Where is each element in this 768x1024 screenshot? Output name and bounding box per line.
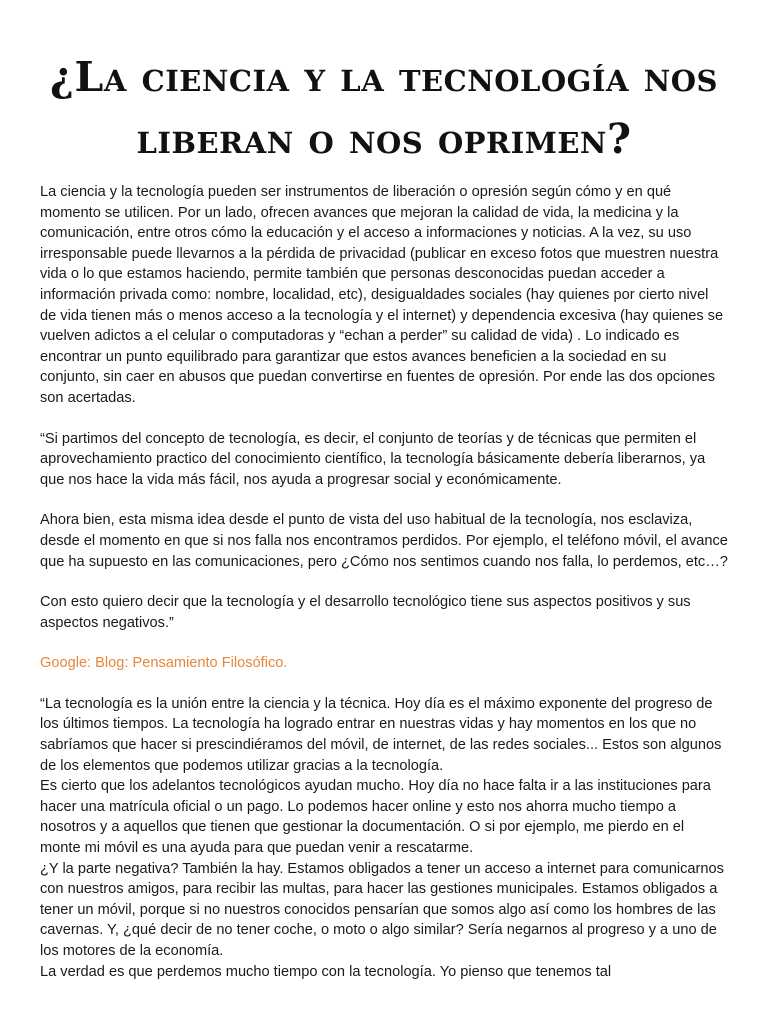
- paragraph-3: Ahora bien, esta misma idea desde el punto de vista del uso habitual de la tecnología, nos esclaviza, desde el momento en que si nos falla nos encontramos perdidos. Por ejemplo, el teléfono móvil, el avance que ha supuesto en las comunicaciones, pero ¿Cómo nos sentimos cuando nos falla, lo perdemos, etc…?: [40, 512, 728, 570]
- source-paragraph: [40, 653, 728, 674]
- quote-line-2: Es cierto que los adelantos tecnológicos ayudan mucho. Hoy día no hace falta ir a las instituciones para hacer una matrícula oficial o un pago. Lo podemos hacer online y esto nos ahorra mucho tiempo a nosotros y a aquellos que tienen que gestionar la documentación. O si por ejemplo, me pierdo en el monte mi móvil es una ayuda para que puedan venir a rescatarme.: [40, 778, 711, 857]
- paragraph-2: “Si partimos del concepto de tecnología, es decir, el conjunto de teorías y de técnicas que permiten el aprovechamiento practico del conocimiento científico, la tecnología básicamente debería liberarnos, ya que nos hace la vida más fácil, nos ayuda a progresar social y económicamente.: [40, 430, 706, 488]
- paragraph-4: Con esto quiero decir que la tecnología y el desarrollo tecnológico tiene sus aspectos positivos y sus aspectos negativos.”: [40, 594, 691, 631]
- paragraph-1: La ciencia y la tecnología pueden ser instrumentos de liberación o opresión según cómo y en qué momento se utilicen. Por un lado, ofrecen avances que mejoran la calidad de vida, la medicina y la comunicación, entre otros cómo la educación y el acceso a informaciones y noticias. A la vez, su uso irresponsable puede llevarnos a la pérdida de privacidad (publicar en exceso fotos que muestren nuestra vida o lo que estamos haciendo, permite también que personas desconocidas puedan acceder a información privada como: nombre, localidad, etc), desigualdades sociales (hay quienes por cierto nivel de vida tienen más o menos acceso a la tecnología y el internet) y dependencia excesiva (hay quienes se vuelven adictos a el celular o computadoras y “echan a perder” su calidad de vida) . Lo indicado es encontrar un punto equilibrado para garantizar que estos avances beneficien a la sociedad en su conjunto, sin caer en abusos que puedan convertirse en fuentes de opresión. Por ende las dos opciones son acertadas.: [40, 184, 724, 406]
- quote-line-3: ¿Y la parte negativa? También la hay. Estamos obligados a tener un acceso a internet para comunicarnos con nuestros amigos, para recibir las multas, para hacer las gestiones municipales. Estamos obligados a tener un móvil, porque si no nuestros conocidos pensarían que somos algo así como los hombres de las cavernas. Y, ¿qué decir de no tener coche, o moto o algo similar? Sería negarnos al progreso y a uno de los motores de la economía.: [40, 860, 724, 959]
- quote-line-1: “La tecnología es la unión entre la ciencia y la técnica. Hoy día es el máximo exponente del progreso de los últimos tiempos. La tecnología ha logrado entrar en nuestras vidas y hay momentos en los que no sabríamos que hacer si prescindiéramos del móvil, de internet, de las redes sociales... Estos son algunos de los elementos que podemos utilizar gracias a la tecnología.: [40, 695, 722, 774]
- document-body: [40, 182, 728, 982]
- source-link[interactable]: Google: Blog: Pensamiento Filosófico.: [40, 655, 288, 672]
- quote-line-4: La verdad es que perdemos mucho tiempo con la tecnología. Yo pienso que tenemos tal: [40, 963, 612, 980]
- document-title: ¿La ciencia y la tecnología nos liberan o nos oprimen?: [50, 53, 718, 163]
